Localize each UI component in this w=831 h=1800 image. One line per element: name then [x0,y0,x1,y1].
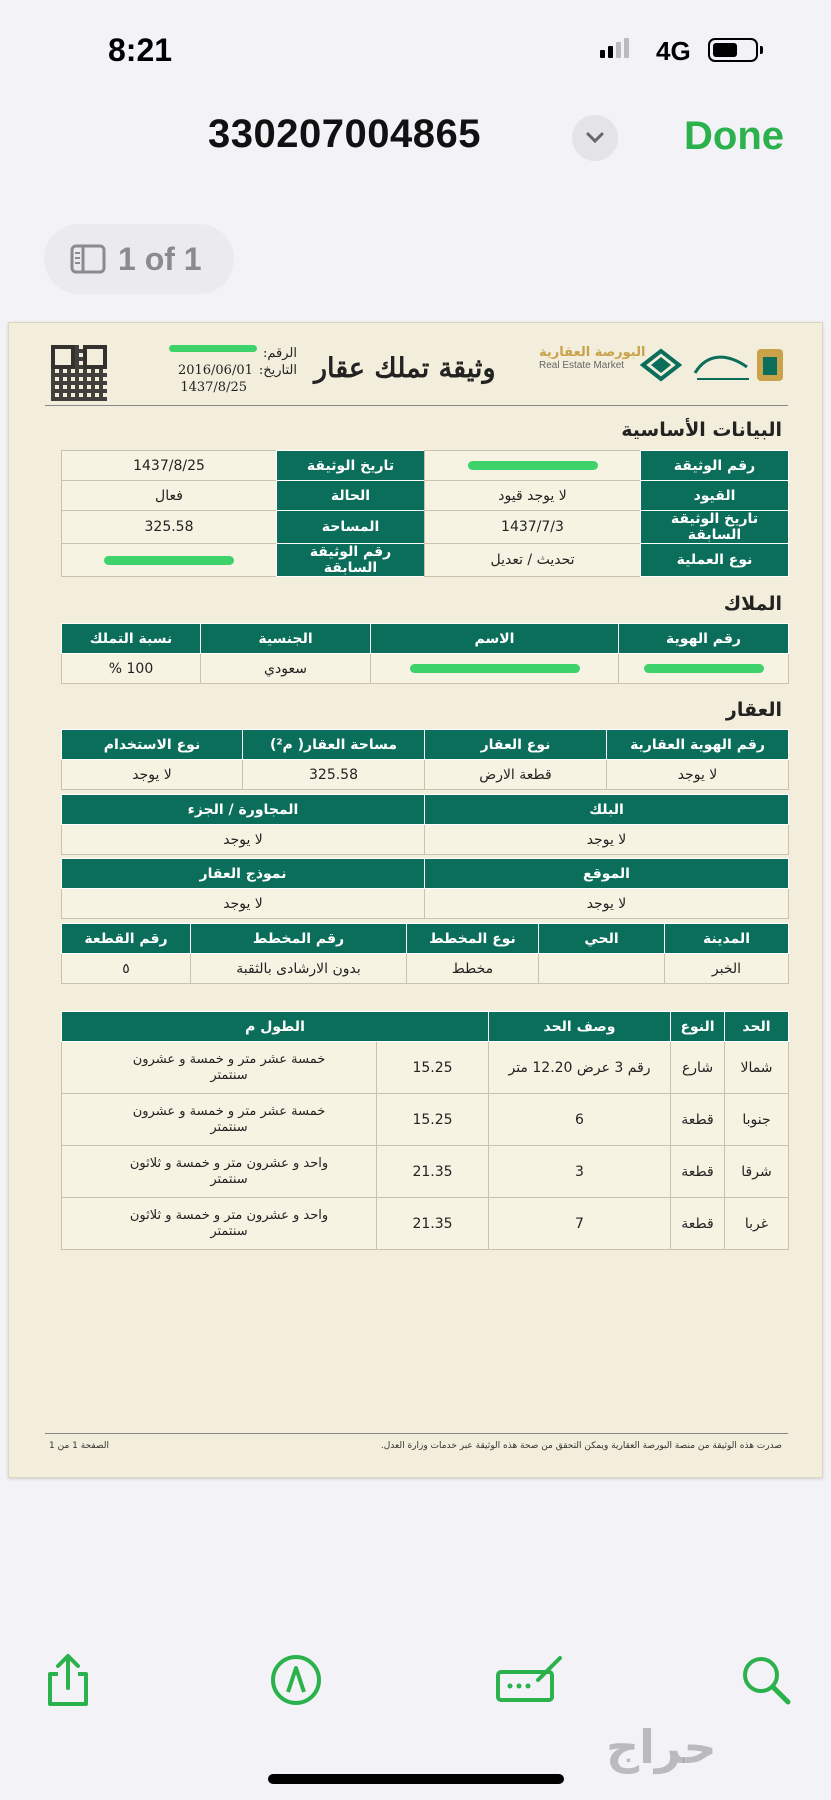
page-indicator[interactable] [44,224,234,294]
document-title: 330207004865 [208,112,481,156]
table-row [62,481,789,511]
owners-heading: الملاك [723,593,782,615]
col-header: الاسم [371,624,619,654]
owners-table [61,623,789,684]
property-table-2 [61,794,789,855]
document-header [9,323,822,413]
form-fill-icon[interactable] [494,1650,568,1710]
title-menu-button[interactable] [572,115,618,161]
cell-value [62,544,277,577]
col-header: رقم الهوية العقارية [607,730,789,760]
property-table [61,729,789,790]
cell-value: 325.58 [62,511,277,544]
cell-value: قطعة [671,1146,725,1198]
cell-value: خمسة عشر متر و خمسة و عشرون سنتمتر [62,1094,377,1146]
doc-title: وثيقة تملك عقار [314,353,496,384]
document-meta [169,345,297,396]
redacted-number [169,345,257,352]
cell-value: لا يوجد قيود [425,481,641,511]
bounds-table [61,1011,789,1250]
property-table-4 [61,923,789,984]
table-row [62,825,789,855]
col-header: نموذج العقار [62,859,425,889]
redacted-id [644,664,764,673]
meta-date-hijri: 1437/8/25 [180,380,247,395]
col-header: الطول م [62,1012,489,1042]
cell-value: فعال [62,481,277,511]
col-header: البلك [425,795,789,825]
footer-note: صدرت هذه الوثيقة من منصة البورصة العقارية ويمكن التحقق من صحة هذه الوثيقة عبر خدمات وزارة العدل. [380,1441,782,1451]
cell-value: قطعة [671,1094,725,1146]
market-logo-ar: البورصة العقارية [539,345,646,360]
col-header: نوع المخطط [407,924,539,954]
meta-date-greg: 2016/06/01 [177,363,253,378]
cell-value: 15.25 [377,1094,489,1146]
cell-value [371,654,619,684]
col-header: الموقع [425,859,789,889]
cell-label: تاريخ الوثيقة السابقة [641,511,789,544]
watermark: حراج [606,1720,717,1774]
cell-value: ٥ [62,954,191,984]
battery-icon [708,38,758,62]
col-header: رقم القطعة [62,924,191,954]
ministry-logo [687,343,787,387]
col-header: الحي [539,924,665,954]
cell-value [539,954,665,984]
table-row [62,451,789,481]
cell-value: مخطط [407,954,539,984]
col-header: الجنسية [201,624,371,654]
meta-date-label: التاريخ: [258,363,297,378]
cell-value: لا يوجد [425,825,789,855]
cell-value: 7 [489,1198,671,1250]
table-row [62,1198,789,1250]
cell-label: الحالة [277,481,425,511]
signal-icon [600,38,629,58]
table-row [62,544,789,577]
table-row [62,1042,789,1094]
cell-value: لا يوجد [62,889,425,919]
network-type: 4G [656,36,691,66]
cell-value [425,451,641,481]
cell-value: شرقا [725,1146,789,1198]
header-divider [45,405,788,406]
home-indicator [268,1774,564,1784]
footer-divider [45,1433,788,1434]
page-count: 1 of 1 [118,240,202,277]
basic-table [61,450,789,577]
cell-value: 15.25 [377,1042,489,1094]
status-time: 8:21 [108,32,173,68]
cell-value: قطعة [671,1198,725,1250]
chevron-down-icon [585,131,605,145]
property-table-3 [61,858,789,919]
cell-value: الخبر [665,954,789,984]
table-row [62,889,789,919]
table-header-row [62,859,789,889]
cell-value: شمالا [725,1042,789,1094]
cell-label: المساحة [277,511,425,544]
market-logo-en: Real Estate Market [539,360,625,371]
col-header: رقم الهوية [619,624,789,654]
cell-label: رقم الوثيقة [641,451,789,481]
table-row [62,954,789,984]
cell-value: بدون الارشادى بالثقبة [191,954,407,984]
cell-value: لا يوجد [62,760,243,790]
cell-value: 1437/7/3 [425,511,641,544]
done-button[interactable]: Done [684,114,784,158]
cell-value: لا يوجد [607,760,789,790]
cell-value: واحد و عشرون متر و خمسة و ثلاثون سنتمتر [62,1146,377,1198]
search-icon[interactable] [736,1650,796,1710]
footer-page: الصفحة 1 من 1 [49,1441,109,1451]
cell-value: لا يوجد [62,825,425,855]
qr-code [51,345,107,401]
sidebar-icon [70,244,106,274]
cell-value: 3 [489,1146,671,1198]
redacted-doc-number [468,461,598,470]
col-header: المدينة [665,924,789,954]
cell-label: القيود [641,481,789,511]
table-header-row [62,1012,789,1042]
col-header: النوع [671,1012,725,1042]
redacted-name [410,664,580,673]
col-header: نوع الاستخدام [62,730,243,760]
redacted-prev-number [104,556,234,565]
table-row [62,760,789,790]
cell-value: رقم 3 عرض 12.20 متر [489,1042,671,1094]
table-header-row [62,795,789,825]
col-header: الحد [725,1012,789,1042]
table-row [62,654,789,684]
cell-value: غربا [725,1198,789,1250]
cell-value: 21.35 [377,1198,489,1250]
cell-value: 100 % [62,654,201,684]
cell-value: قطعة الارض [425,760,607,790]
col-header: المجاورة / الجزء [62,795,425,825]
cell-value: 6 [489,1094,671,1146]
cell-value: شارع [671,1042,725,1094]
table-header-row [62,924,789,954]
table-header-row [62,730,789,760]
cell-value: لا يوجد [425,889,789,919]
cell-value: تحديث / تعديل [425,544,641,577]
cell-label: رقم الوثيقة السابقة [277,544,425,577]
table-row [62,1146,789,1198]
col-header: رقم المخطط [191,924,407,954]
cell-value: 1437/8/25 [62,451,277,481]
document-page [8,322,823,1478]
cell-value [619,654,789,684]
col-header: نسبة التملك [62,624,201,654]
cell-value: 21.35 [377,1146,489,1198]
status-bar [0,0,831,100]
market-logo-icon [639,343,683,383]
table-row [62,511,789,544]
property-heading: العقار [725,699,782,721]
cell-value: سعودي [201,654,371,684]
share-icon[interactable] [38,1650,98,1710]
col-header: وصف الحد [489,1012,671,1042]
cell-value: 325.58 [243,760,425,790]
col-header: نوع العقار [425,730,607,760]
col-header: مساحة العقار( م²) [243,730,425,760]
market-logo-text [539,345,645,371]
table-header-row [62,624,789,654]
markup-icon[interactable] [266,1650,326,1710]
cell-value: واحد و عشرون متر و خمسة و ثلاثون سنتمتر [62,1198,377,1250]
meta-number-label: الرقم: [263,346,297,361]
cell-label: نوع العملية [641,544,789,577]
cell-label: تاريخ الوثيقة [277,451,425,481]
cell-value: جنوبا [725,1094,789,1146]
basic-heading: البيانات الأساسية [621,419,782,441]
cell-value: خمسة عشر متر و خمسة و عشرون سنتمتر [62,1042,377,1094]
table-row [62,1094,789,1146]
